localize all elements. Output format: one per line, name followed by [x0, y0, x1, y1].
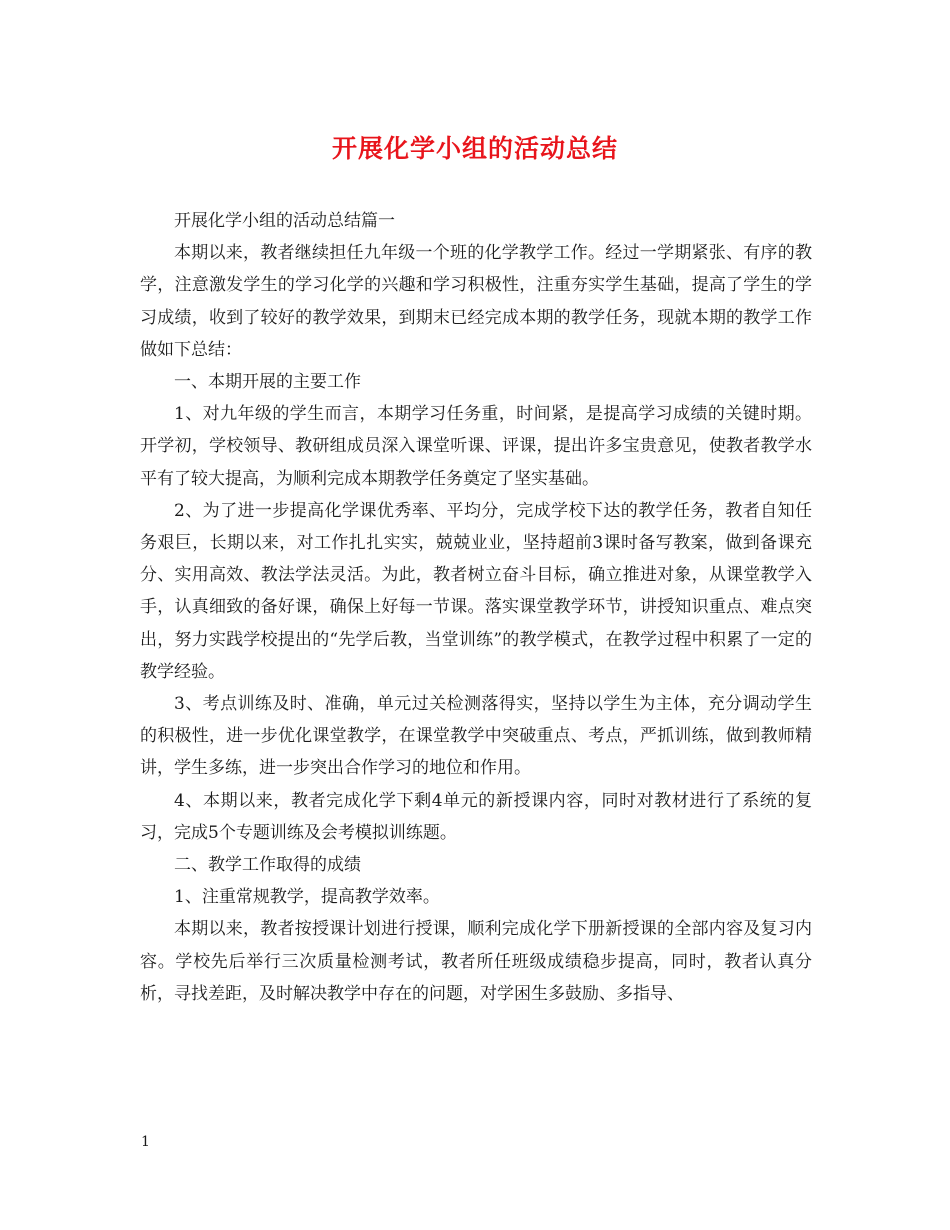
achievement-item-1: 1、注重常规教学，提高教学效率。 — [174, 887, 440, 908]
achievement-paragraph: 本期以来，教者按授课计划进行授课，顺利完成化学下册新授课的全部内容及复习内容。学校先后举行三次质量检测考试，教者所任班级成绩稳步提高，同时，教者认真分析，寻找差距，及时解决教学中存在的问题，对学困生多鼓励、多指导、 — [140, 919, 812, 1004]
work-item-3: 3、考点训练及时、准确，单元过关检测落得实，坚持以学生为主体，充分调动学生的积极性，进一步优化课堂教学，在课堂教学中突破重点、考点，严抓训练，做到教师精讲，学生多练，进一步突出合作学习的地位和作用。 — [140, 694, 812, 779]
intro-paragraph: 本期以来，教者继续担任九年级一个班的化学教学工作。经过一学期紧张、有序的教学，注意激发学生的学习化学的兴趣和学习积极性，注重夯实学生基础，提高了学生的学习成绩，收到了较好的教学效果，到期末已经完成本期的教学任务，现就本期的教学工作做如下总结： — [140, 243, 812, 360]
section-subtitle: 开展化学小组的活动总结篇一 — [174, 211, 395, 231]
section-heading-main-work: 一、本期开展的主要工作 — [174, 372, 361, 393]
page-number: 1 — [141, 1134, 150, 1150]
work-item-1: 1、对九年级的学生而言，本期学习任务重，时间紧，是提高学习成绩的关键时期。开学初，学校领导、教研组成员深入课堂听课、评课，提出许多宝贵意见，使教者教学水平有了较大提高，为顺利完成本期教学任务奠定了坚实基础。 — [140, 404, 812, 489]
work-item-2: 2、为了进一步提高化学课优秀率、平均分，完成学校下达的教学任务，教者自知任务艰巨，长期以来，对工作扎扎实实，兢兢业业，坚持超前3课时备写教案，做到备课充分、实用高效、教法学法灵活。为此，教者树立奋斗目标，确立推进对象，从课堂教学入手，认真细致的备好课，确保上好每一节课。落实课堂教学环节，讲授知识重点、难点突出，努力实践学校提出的“先学后教，当堂训练”的教学模式，在教学过程中积累了一定的教学经验。 — [140, 500, 812, 682]
section-heading-achievements: 二、教学工作取得的成绩 — [174, 855, 361, 876]
document-title: 开展化学小组的活动总结 — [331, 134, 618, 163]
document-body — [140, 205, 812, 1010]
work-item-4: 4、本期以来，教者完成化学下剩4单元的新授课内容，同时对教材进行了系统的复习，完成5个专题训练及会考模拟训练题。 — [140, 790, 812, 843]
